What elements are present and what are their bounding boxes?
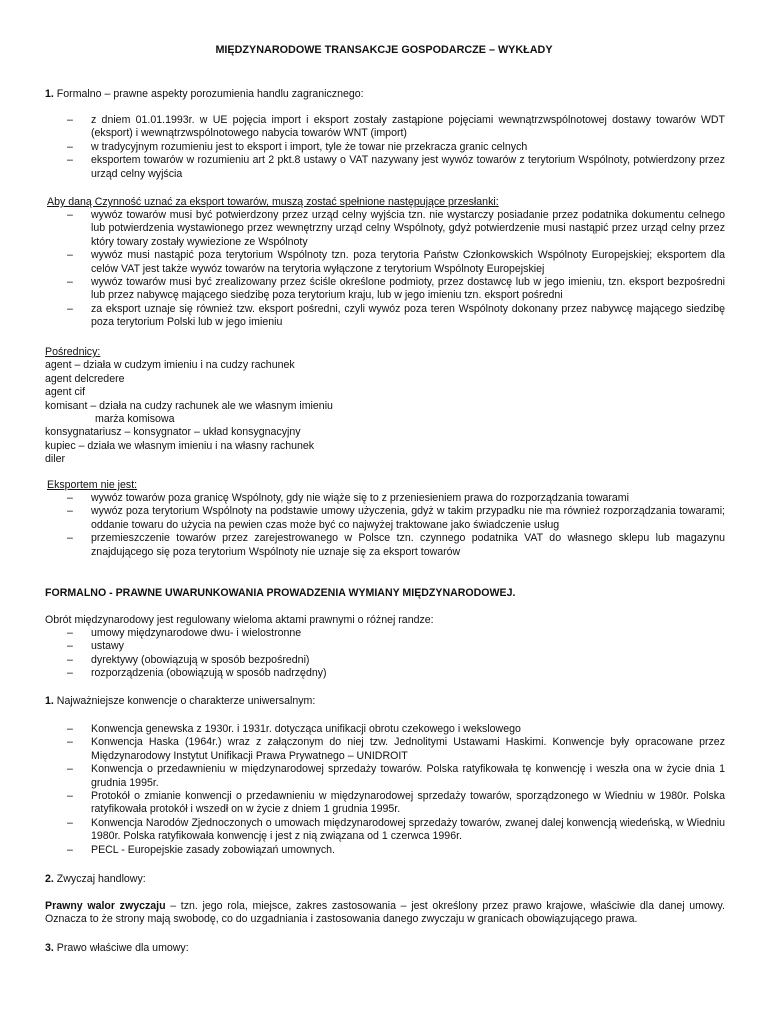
- custom-text: – tzn. jego rola, miejsce, zakres zastosowania – jest określony przez prawo krajowe, właściwie dla danej umowy. Oznacza to że strony mają swobodę, co do uzgadniania i zastosowania danego zwyczaju w granicach obowiązującego prawa.: [45, 900, 725, 926]
- list-item: – umowy międzynarodowe dwu- i wielostronne: [67, 627, 302, 639]
- list-item: – Konwencja genewska z 1930r. i 1931r. dotycząca unifikacji obrotu czekowego i wekslowego: [67, 723, 521, 735]
- list-item: – Konwencja Narodów Zjednoczonych o umowach międzynarodowej sprzedaży towarów, zwanej dalej konwencją wiedeńską, w Wiedniu 1980r. Polska ratyfikowała konwencję i jest z nią związana od 1 czerwca 1996r.: [67, 816, 725, 843]
- page-title: MIĘDZYNARODOWE TRANSAKCJE GOSPODARCZE – WYKŁADY: [215, 44, 553, 56]
- section-heading-text: Formalno – prawne aspekty porozumienia handlu zagranicznego:: [56, 88, 364, 100]
- list-item: – wywóz towarów musi być potwierdzony przez urząd celny wyjścia tzn. nie wystarczy posiadanie przez podatnika dokumentu celnego lub potwierdzenia wystawionego przez wewnętrzny urząd celny Wspólnoty, gdyż potwierdzenie musi nastąpić przez urząd celny przez który towary zostały wywiezione ze Wspólnoty: [67, 209, 725, 248]
- section-number: 1.: [45, 695, 54, 707]
- list-item: diler: [45, 453, 66, 466]
- list-item: marża komisowa: [95, 413, 175, 426]
- list-item: – za eksport uznaje się również tzw. eksport pośredni, czyli wywóz poza teren Wspólnoty dokonany przez nabywcę mającego siedzibę poza terytorium Polski lub w jego imieniu: [67, 302, 725, 329]
- conditions-heading: Aby daną Czynność uznać za eksport towarów, muszą zostać spełnione następujące przesłanki:: [47, 196, 499, 208]
- section-formal-intro: Obrót międzynarodowy jest regulowany wieloma aktami prawnymi o różnej randze:: [45, 614, 434, 626]
- section-heading-text: Zwyczaj handlowy:: [56, 873, 146, 885]
- list-item: – Konwencja o przedawnieniu w międzynarodowej sprzedaży towarów. Polska ratyfikowała tę konwencję i weszła ona w życie dnia 1 grudnia 1995r.: [67, 763, 725, 789]
- custom-paragraph: [45, 900, 725, 927]
- list-item: – rozporządzenia (obowiązują w sposób nadrzędny): [67, 667, 327, 680]
- list-item: – w tradycyjnym rozumieniu jest to eksport i import, tyle że towar nie przekracza granic celnych: [67, 140, 528, 153]
- list-item: – wywóz towarów poza granicę Wspólnoty, gdy nie wiąże się to z przeniesieniem prawa do rozporządzania towarami: [67, 492, 629, 504]
- intermediaries: [45, 346, 725, 467]
- list-item: – Protokół o zmianie konwencji o przedawnieniu w międzynarodowej sprzedaży towarów, sporządzonego w Wiedniu w 1980r. Polska ratyfikowała protokół i wszedł on w życie z dniem 1 grudnia 1995r.: [67, 790, 725, 816]
- not-export-list: [45, 492, 725, 559]
- section-heading-text: Najważniejsze konwencje o charakterze uniwersalnym:: [56, 695, 316, 707]
- section-1-heading: [45, 88, 725, 101]
- intermediaries-heading: Pośrednicy:: [45, 346, 101, 358]
- section-1-list: [45, 114, 725, 181]
- not-export-heading: Eksportem nie jest:: [47, 479, 138, 491]
- list-item: agent delcredere: [45, 372, 125, 385]
- list-item: – wywóz poza terytorium Wspólnoty na podstawie umowy użyczenia, gdyż w takim przypadku nie ma również rozporządzania towarami; oddanie towaru do użycia na pewien czas może być co najwyżej traktowane jako świadczenie usług: [67, 505, 725, 531]
- list-item: – PECL - Europejskie zasady zobowiązań umownych.: [67, 843, 335, 856]
- list-item: – z dniem 01.01.1993r. w UE pojęcia import i eksport zostały zastąpione pojęciami wewnątrzwspólnotowej dostawy towarów WDT (eksport) i wewnątrzwspólnotowego nabycia towarów WNT (import): [67, 114, 725, 140]
- list-item: – przemieszczenie towarów przez zarejestrowanego w Polsce tzn. czynnego podatnika VAT do własnego sklepu lub magazynu znajdującego się poza terytorium Wspólnoty nie uznaje się za eksport towarów: [67, 532, 725, 558]
- section-heading-text: Prawo właściwe dla umowy:: [56, 942, 189, 954]
- conditions-list: [45, 209, 725, 330]
- list-item: – wywóz musi nastąpić poza terytorium Wspólnoty tzn. poza terytoria Państw Członkowskich Wspólnoty Europejskiej; eksportem dla celów VAT jest także wywóz towarów na terytoria wyłączone z terytorium Wspólnoty Europejskiej: [67, 249, 725, 275]
- conventions-list: [45, 723, 725, 857]
- legal-acts-list: [45, 627, 725, 681]
- list-item: konsygnatariusz – konsygnator – układ konsygnacyjny: [45, 426, 301, 439]
- law-heading: [45, 942, 725, 955]
- section-formal-heading: FORMALNO - PRAWNE UWARUNKOWANIA PROWADZENIA WYMIANY MIĘDZYNARODOWEJ.: [45, 587, 516, 599]
- list-item: agent – działa w cudzym imieniu i na cudzy rachunek: [45, 359, 295, 372]
- list-item: – Konwencja Haska (1964r.) wraz z załączonym do niej tzw. Jednolitymi Ustawami Haskimi. Konwencje były opracowane przez Międzynarodowy Instytut Unifikacji Prawa Prywatnego – UNIDROIT: [67, 736, 725, 762]
- list-item: – eksportem towarów w rozumieniu art 2 pkt.8 ustawy o VAT nazywany jest wywóz towarów z terytorium Wspólnoty, potwierdzony przez urząd celny wyjścia: [67, 154, 725, 180]
- list-item: – wywóz towarów musi być zrealizowany przez ściśle określone podmioty, przez dostawcę lub w jego imieniu, tzn. eksport bezpośredni lub przez nabywcę mającego siedzibę poza terytorium kraju, lub w jego imieniu tzn. eksport pośredni: [67, 276, 725, 302]
- list-item: – dyrektywy (obowiązują w sposób bezpośredni): [67, 653, 310, 666]
- list-item: komisant – działa na cudzy rachunek ale we własnym imieniu: [45, 399, 333, 412]
- list-item: – ustawy: [67, 640, 124, 653]
- section-number: 2.: [45, 873, 54, 885]
- conventions-heading: [45, 695, 725, 708]
- section-number: 1.: [45, 88, 54, 100]
- custom-lead: Prawny walor zwyczaju: [45, 900, 166, 912]
- section-number: 3.: [45, 942, 54, 954]
- custom-heading: [45, 873, 725, 886]
- list-item: kupiec – działa we własnym imieniu i na własny rachunek: [45, 439, 315, 452]
- list-item: agent cif: [45, 386, 86, 399]
